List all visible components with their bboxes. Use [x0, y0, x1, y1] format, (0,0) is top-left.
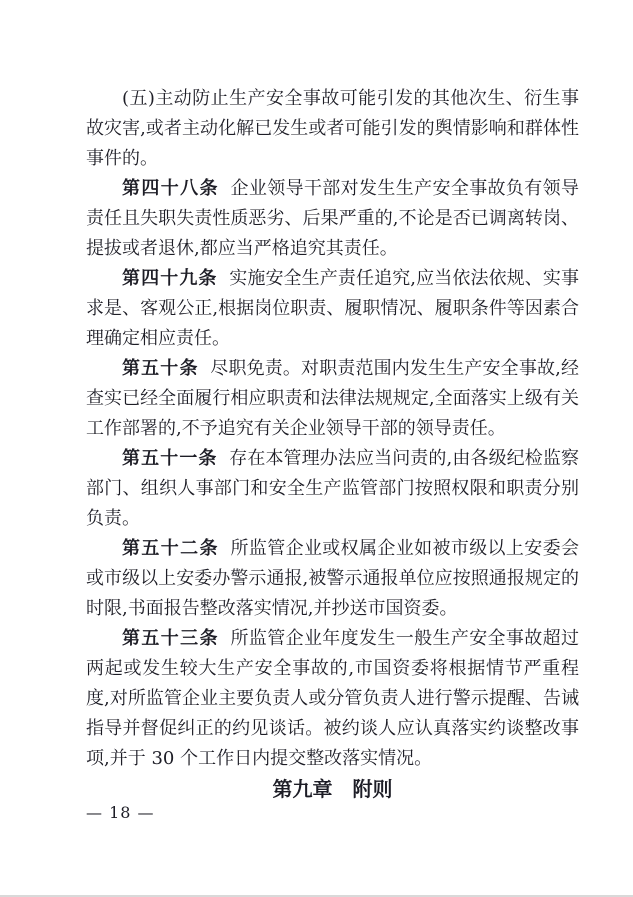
paragraph	[86, 534, 579, 624]
paragraph	[86, 264, 579, 354]
paragraph	[86, 174, 579, 264]
article-number: 第五十一条	[122, 448, 218, 469]
article-number: 第四十八条	[122, 178, 219, 199]
paragraph	[86, 84, 579, 174]
paragraph-text: 所监管企业年度发生一般生产安全事故超过两起或发生较大生产安全事故的,市国资委将根据情节严重程度,对所监管企业主要负责人或分管负责人进行警示提醒、告诫指导并督促纠正的约见谈话。被约谈人应认真落实约谈整改事项,并于 30 个工作日内提交整改落实情况。	[86, 628, 580, 769]
article-number: 第五十二条	[122, 538, 219, 559]
article-number: 第五十三条	[122, 628, 219, 649]
paragraph	[86, 624, 579, 774]
document-body	[86, 84, 579, 804]
page-number: — 18 —	[86, 803, 155, 822]
paragraph-list	[86, 84, 579, 774]
paragraph-text: 企业领导干部对发生生产安全事故负有领导责任且失职失责性质恶劣、后果严重的,不论是否已调离转岗、提拔或者退休,都应当严格追究其责任。	[86, 178, 580, 259]
paragraph-text: 尽职免责。对职责范围内发生生产安全事故,经查实已经全面履行相应职责和法律法规规定,全面落实上级有关工作部署的,不予追究有关企业领导干部的领导责任。	[86, 358, 579, 439]
article-number: 第四十九条	[122, 268, 218, 289]
paragraph	[86, 444, 579, 534]
article-number: 第五十条	[122, 358, 199, 379]
paragraph-text: 所监管企业或权属企业如被市级以上安委会或市级以上安委办警示通报,被警示通报单位应按照通报规定的时限,书面报告整改落实情况,并抄送市国资委。	[86, 538, 580, 619]
paragraph-text: 实施安全生产责任追究,应当依法依规、实事求是、客观公正,根据岗位职责、履职情况、履职条件等因素合理确定相应责任。	[86, 268, 579, 349]
paragraph-text: (五)主动防止生产安全事故可能引发的其他次生、衍生事故灾害,或者主动化解已发生或者可能引发的舆情影响和群体性事件的。	[86, 88, 579, 169]
paragraph	[86, 354, 579, 444]
chapter-heading: 第九章 附则	[272, 777, 393, 801]
paragraph-text: 存在本管理办法应当问责的,由各级纪检监察部门、组织人事部门和安全生产监管部门按照权限和职责分别负责。	[86, 448, 579, 529]
